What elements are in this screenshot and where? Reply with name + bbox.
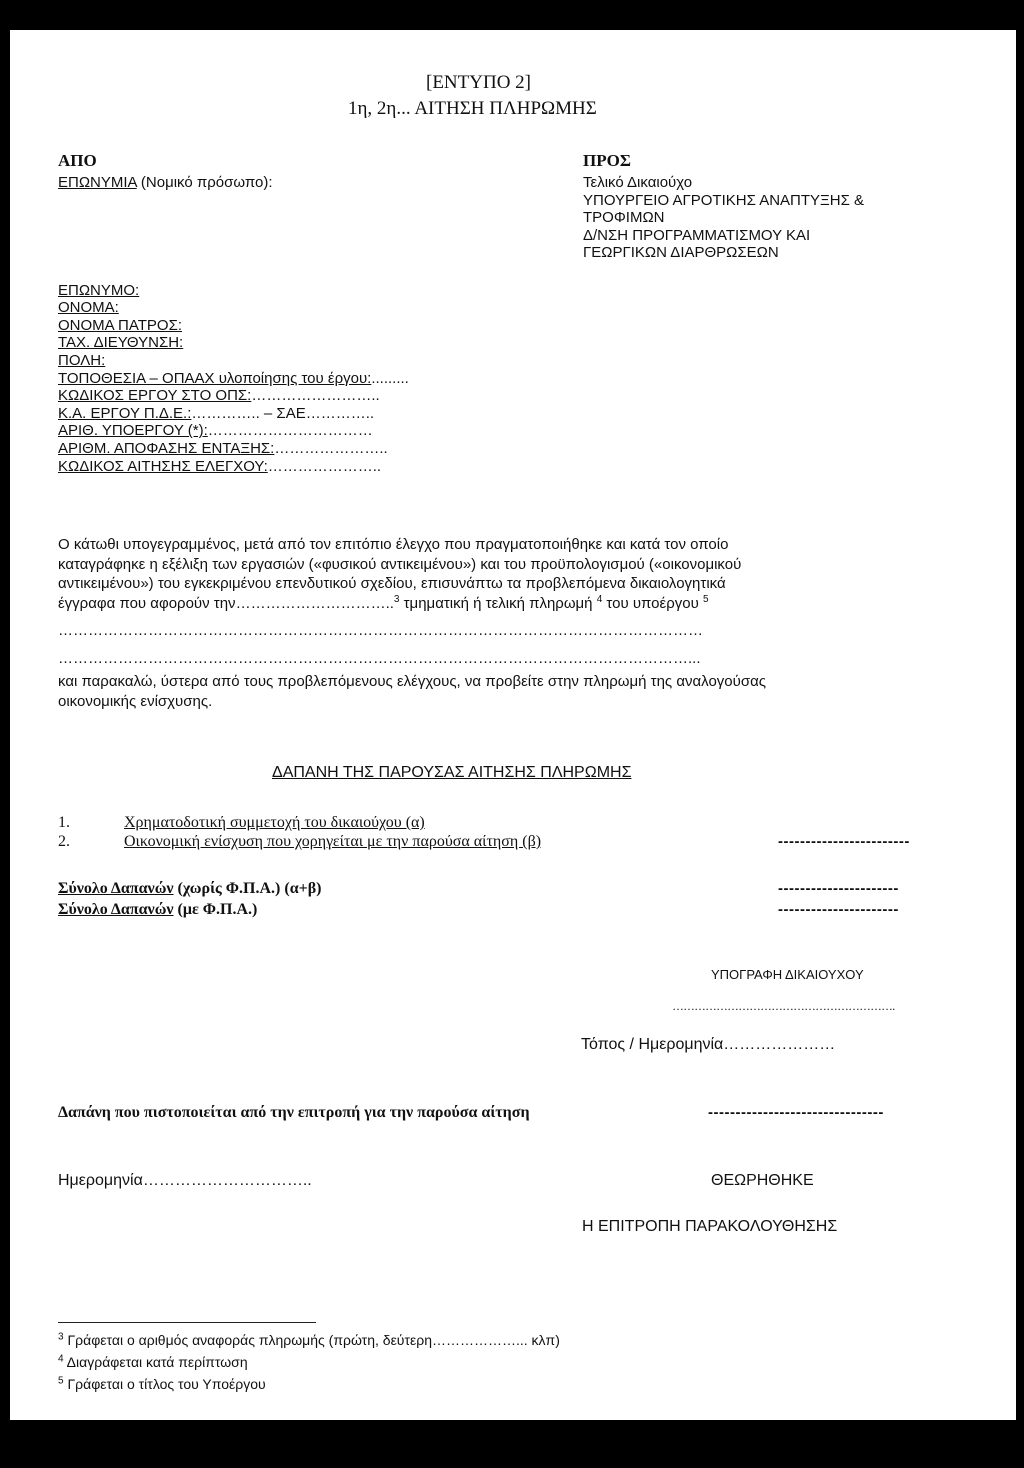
- item-number: 1.: [58, 814, 70, 831]
- field-label: ΟΝΟΜΑ:: [58, 299, 119, 317]
- spacer: [58, 642, 968, 650]
- field-value: ………….. – ΣΑΕ…………..: [191, 404, 375, 422]
- field-request-code: [58, 458, 538, 476]
- field-label: ΕΠΩΝΥΜΟ:: [58, 281, 140, 299]
- item-label: Οικονομική ενίσχυση που χορηγείται με την παρούσα αίτηση (β): [124, 833, 542, 850]
- footnote-separator: [58, 1322, 316, 1323]
- footnote-mark: 4: [58, 1353, 64, 1365]
- company-name-label: ΕΠΩΝΥΜΙΑ: [58, 174, 137, 191]
- signature-label: ΥΠΟΓΡΑΦΗ ΔΙΚΑΙΟΥΧΟΥ: [711, 967, 864, 982]
- body-closing: και παρακαλώ, ύστερα από τους προβλεπόμενους ελέγχους, να προβείτε στην πληρωμή της αναλογούσας: [58, 673, 766, 690]
- from-block: [58, 152, 538, 475]
- to-line: ΤΡΟΦΙΜΩΝ: [583, 209, 665, 227]
- field-label: ΚΩΔΙΚΟΣ ΕΡΓΟΥ ΣΤΟ ΟΠΣ:: [58, 387, 252, 405]
- field-project-code: [58, 387, 538, 405]
- field-value: …………………..: [274, 439, 388, 457]
- expense-item: [58, 814, 425, 832]
- item-label: Χρηματοδοτική συμμετοχή του δικαιούχου (α): [124, 814, 425, 831]
- form-label: [ΕΝΤΥΠΟ 2]: [426, 72, 532, 93]
- field-name: [58, 299, 538, 317]
- field-label: Κ.Α. ΕΡΓΟΥ Π.Δ.Ε.:: [58, 404, 192, 422]
- company-name-space: [58, 192, 538, 282]
- request-body: [58, 536, 968, 712]
- committee-expense-blank: --------------------------------: [708, 1104, 884, 1121]
- approval-date: Ημερομηνία…………………………..: [58, 1172, 312, 1189]
- field-label: ΑΡΙΘΜ. ΑΠΟΦΑΣΗΣ ΕΝΤΑΞΗΣ:: [58, 439, 275, 457]
- scan-border-top: [0, 0, 1024, 30]
- field-label: ΤΑΧ. ΔΙΕΥΘΥΝΣΗ:: [58, 334, 184, 352]
- approved-label: ΘΕΩΡΗΘΗΚΕ: [711, 1172, 814, 1189]
- total-label-rest: (με Φ.Π.Α.): [173, 901, 258, 918]
- total-no-vat: [58, 880, 322, 898]
- field-location: [58, 370, 538, 388]
- subproject-title-blank: ………………………………………………………………………………………………………………...: [58, 649, 701, 667]
- body-line: αντικειμένου») του εγκεκριμένου επενδυτικού σχεδίου, επισυνάπτω τα προβλεπόμενα δικαιολογητικά: [58, 575, 726, 592]
- item-number: 2.: [58, 833, 70, 850]
- body-line: καταγράφηκε η εξέλιξη των εργασιών («φυσικού αντικειμένου») και του προϋπολογισμού («οικονομικού: [58, 555, 742, 573]
- committee-expense-label: Δαπάνη που πιστοποιείται από την επιτροπή για την παρούσα αίτηση: [58, 1104, 530, 1121]
- scan-border-left: [0, 0, 10, 1468]
- footnote: [58, 1376, 266, 1394]
- to-line: Δ/ΝΣΗ ΠΡΟΓΡΑΜΜΑΤΙΣΜΟΥ ΚΑΙ: [583, 226, 811, 244]
- company-name-note: (Νομικό πρόσωπο):: [136, 174, 273, 191]
- body-line-payment: [58, 595, 968, 615]
- field-label: ΑΡΙΘ. ΥΠΟΕΡΓΟΥ (*):: [58, 422, 208, 440]
- footnote-text: Γράφεται ο αριθμός αναφοράς πληρωμής (πρώτη, δεύτερη………………... κλπ): [63, 1332, 560, 1348]
- field-father-name: [58, 317, 538, 335]
- to-line: ΥΠΟΥΡΓΕΙΟ ΑΓΡΟΤΙΚΗΣ ΑΝΑΠΤΥΞΗΣ &: [583, 191, 865, 209]
- field-value: ……………………..: [251, 387, 380, 405]
- to-line: Τελικό Δικαιούχο: [583, 174, 693, 191]
- spacer: [58, 614, 968, 622]
- field-surname: [58, 282, 538, 300]
- total-label-rest: (χωρίς Φ.Π.Α.) (α+β): [173, 880, 322, 897]
- payment-number-blank: …………………………..: [235, 594, 394, 612]
- body-text: τμηματική ή τελική πληρωμή: [399, 594, 597, 612]
- field-decision-number: [58, 440, 538, 458]
- body-text: του υποέργου: [602, 594, 703, 612]
- footnote: [58, 1332, 560, 1350]
- body-closing: οικονομικής ενίσχυσης.: [58, 692, 213, 710]
- scan-border-bottom: [0, 1420, 1024, 1468]
- expense-item: [58, 833, 542, 851]
- field-value: ……………………………: [207, 422, 373, 440]
- total-with-vat-blank: ----------------------: [778, 901, 899, 918]
- field-city: [58, 352, 538, 370]
- place-date: Τόπος / Ημερομηνία…………………: [581, 1036, 836, 1053]
- field-label: ΟΝΟΜΑ ΠΑΤΡΟΣ:: [58, 316, 183, 334]
- field-label: ΤΟΠΟΘΕΣΙΑ – ΟΠΑΑΧ υλοποίησης του έργου:: [58, 369, 372, 387]
- footnote: [58, 1354, 248, 1372]
- monitoring-committee: Η ΕΠΙΤΡΟΠΗ ΠΑΡΑΚΟΛΟΥΘΗΣΗΣ: [582, 1218, 838, 1235]
- total-label: Σύνολο Δαπανών: [58, 901, 174, 918]
- signature-line: …………………………………………………….: [672, 999, 895, 1013]
- total-with-vat: [58, 901, 257, 919]
- subproject-title-blank: …………………………………………………………………………………………………………………: [58, 622, 703, 639]
- from-heading: ΑΠΟ: [58, 151, 97, 170]
- field-address: [58, 334, 538, 352]
- to-line: ΓΕΩΡΓΙΚΩΝ ΔΙΑΡΘΡΩΣΕΩΝ: [583, 244, 779, 262]
- footnote-text: Γράφεται ο τίτλος του Υποέργου: [63, 1376, 266, 1392]
- field-label: ΠΟΛΗ:: [58, 351, 106, 369]
- expense-title: ΔΑΠΑΝΗ ΤΗΣ ΠΑΡΟΥΣΑΣ ΑΙΤΗΣΗΣ ΠΛΗΡΩΜΗΣ: [272, 764, 632, 781]
- field-value: .........: [371, 369, 409, 387]
- to-heading: ΠΡΟΣ: [583, 151, 631, 170]
- total-no-vat-blank: ----------------------: [778, 880, 899, 897]
- scan-border-right: [1016, 0, 1024, 1468]
- footnote-ref: 3: [393, 593, 400, 605]
- footnote-text: Διαγράφεται κατά περίπτωση: [63, 1354, 248, 1370]
- to-block: [583, 152, 983, 262]
- footnote-ref: 5: [702, 593, 709, 605]
- item-value-blank: ------------------------: [778, 833, 910, 850]
- field-subproject-number: [58, 422, 538, 440]
- body-text: έγγραφα που αφορούν την: [58, 594, 236, 612]
- total-label: Σύνολο Δαπανών: [58, 880, 174, 897]
- company-name-line: [58, 174, 538, 192]
- body-line: Ο κάτωθι υπογεγραμμένος, μετά από τον επιτόπιο έλεγχο που πραγματοποιήθηκε και κατά τον οποίο: [58, 536, 729, 553]
- footnote-mark: 5: [58, 1375, 64, 1387]
- page-title: 1η, 2η... ΑΙΤΗΣΗ ΠΛΗΡΩΜΗΣ: [348, 98, 597, 119]
- field-label: ΚΩΔΙΚΟΣ ΑΙΤΗΣΗΣ ΕΛΕΓΧΟΥ:: [58, 457, 268, 475]
- field-value: …………………..: [267, 457, 382, 475]
- field-project-ka: [58, 405, 538, 423]
- footnote-mark: 3: [58, 1331, 64, 1343]
- footnote-ref: 4: [596, 593, 603, 605]
